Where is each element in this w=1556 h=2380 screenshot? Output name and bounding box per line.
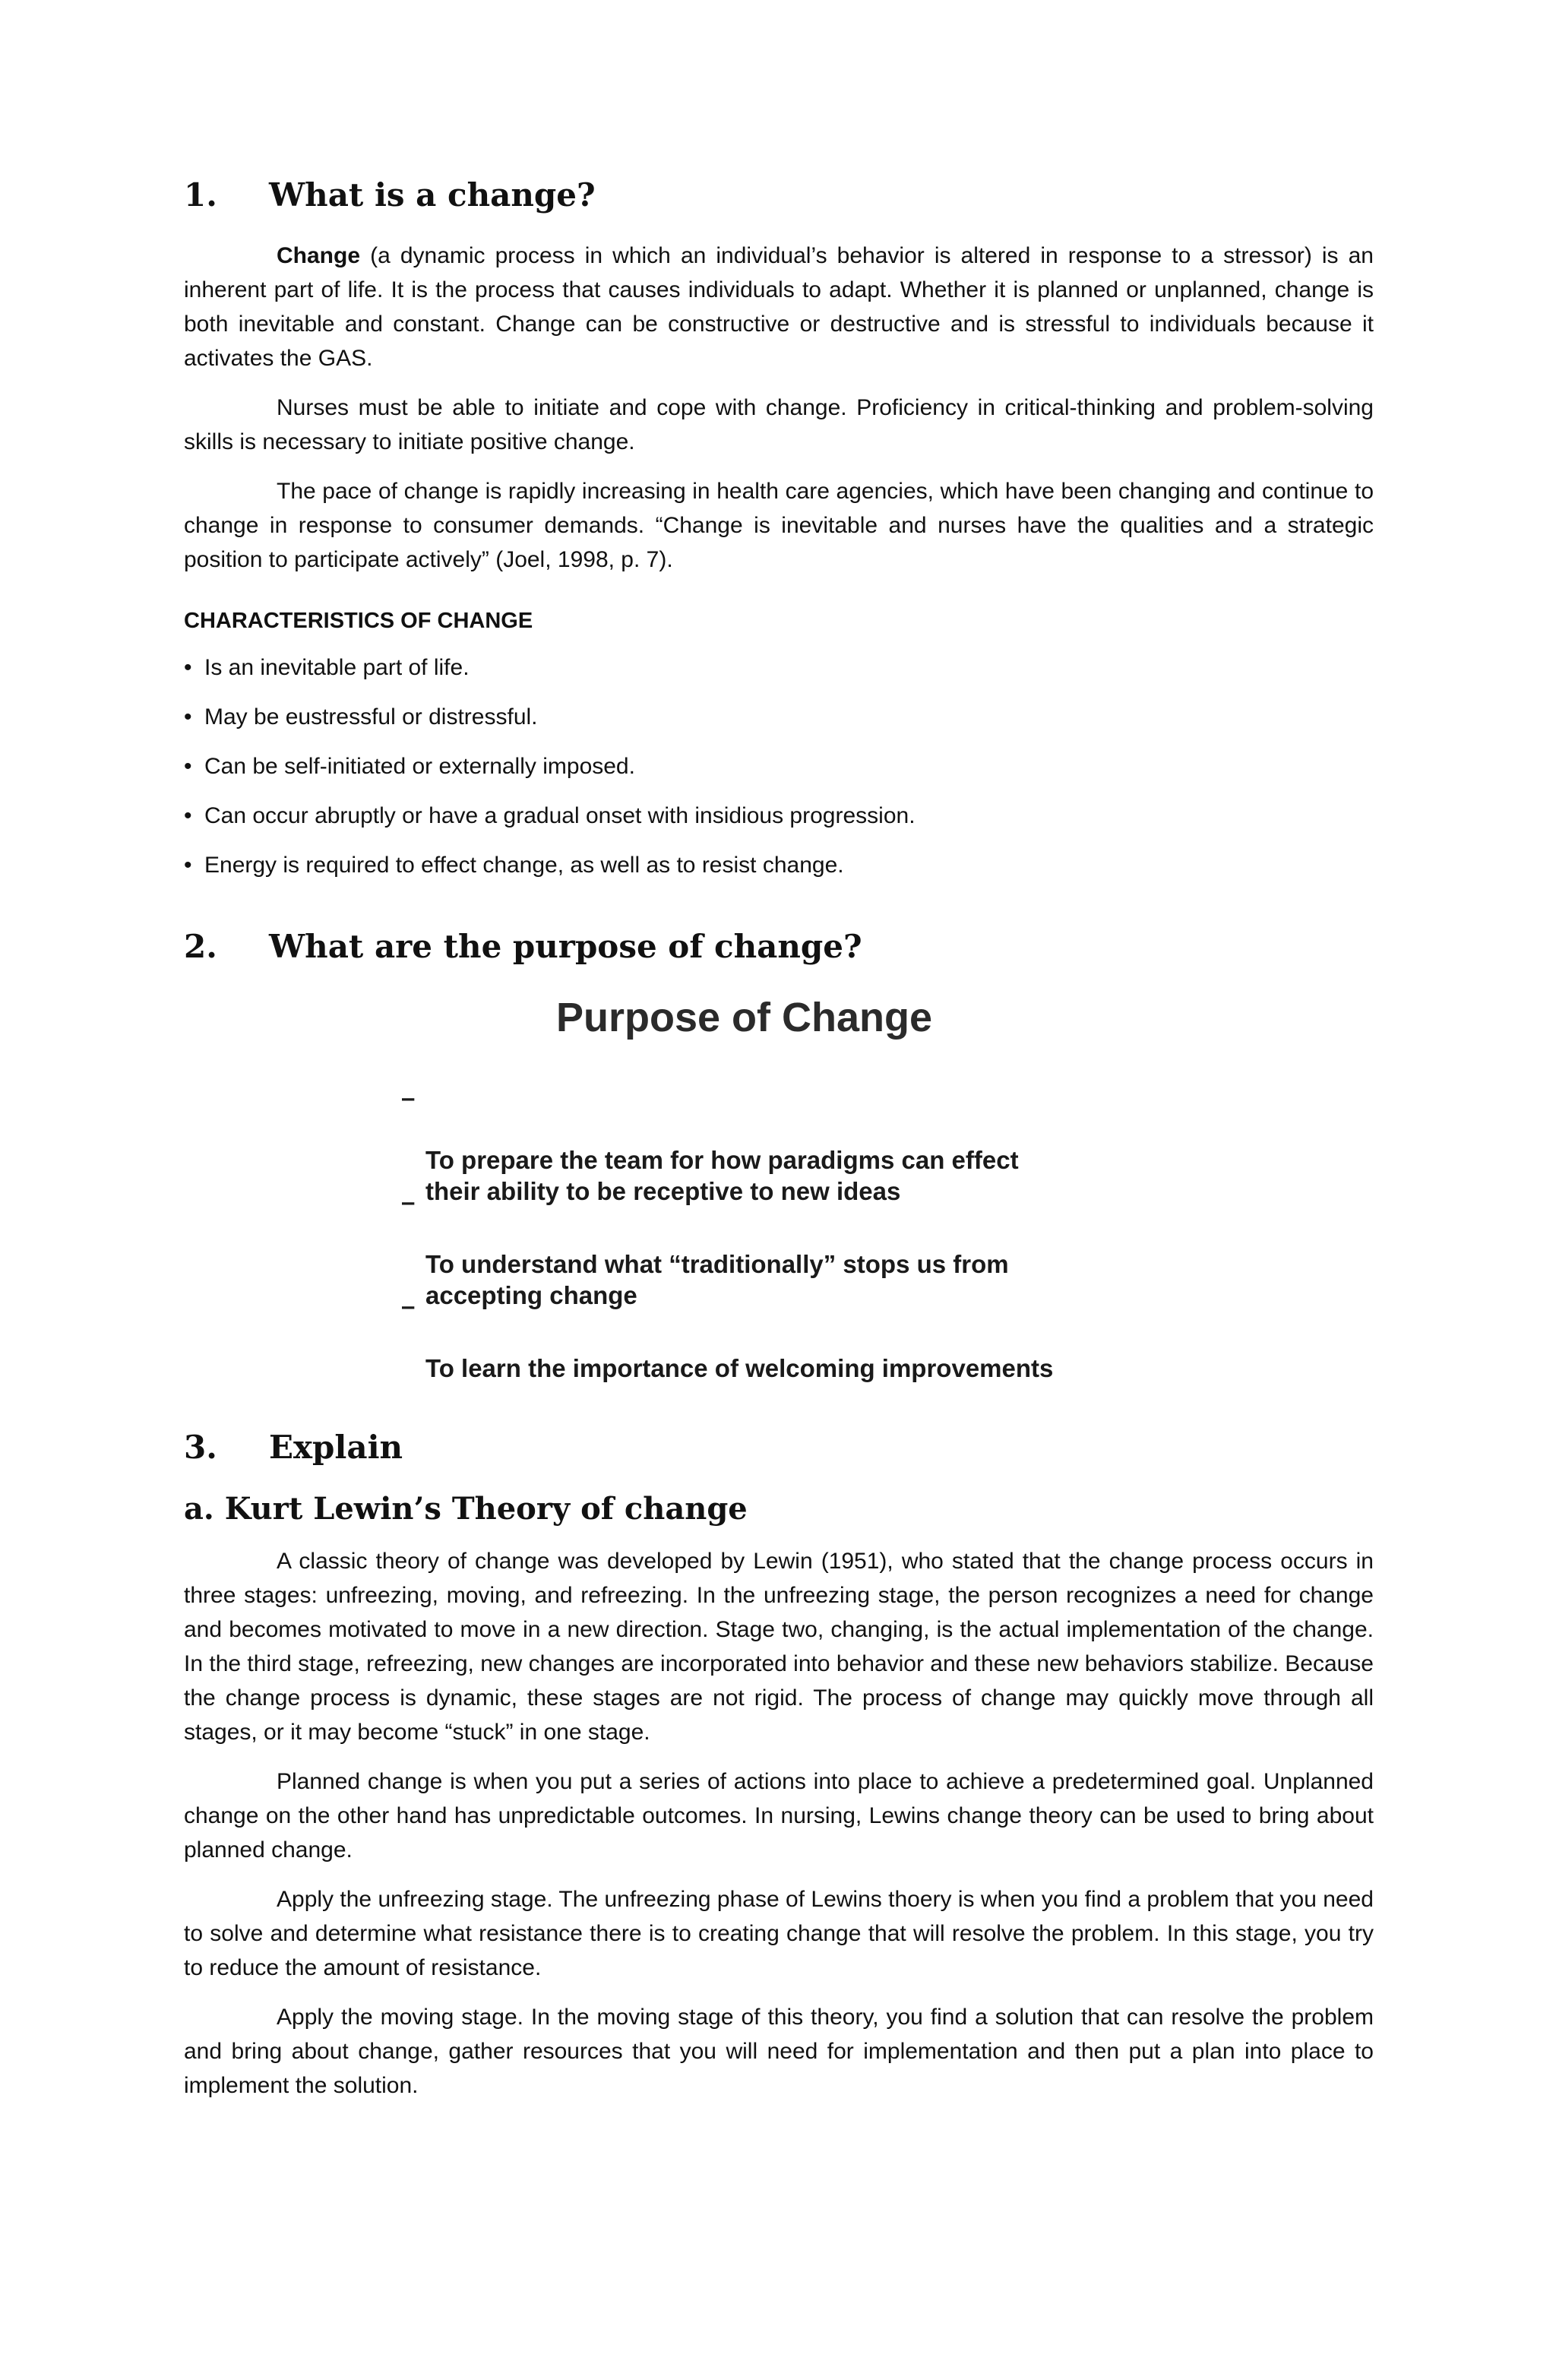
bullet-icon: •	[184, 803, 192, 829]
lewin-theory-subtitle: a. Kurt Lewin’s Theory of change	[184, 1491, 748, 1527]
nurses-change-paragraph: Nurses must be able to initiate and cope with change. Proficiency in critical-thinking and problem-solving skills is necessary to initiate positive change.	[184, 395, 1374, 455]
pace-of-change-paragraph: The pace of change is rapidly increasing in health care agencies, which have been changing and continue to change in response to consumer demands. “Change is inevitable and nurses have the qualities and a strategic position to participate actively” (Joel, 1998, p. 7).	[184, 479, 1374, 573]
change-term: Change	[277, 243, 361, 269]
section-2-heading	[184, 928, 1374, 966]
section-3-title: Explain	[269, 1428, 403, 1466]
list-item: • Is an inevitable part of life.	[184, 650, 1374, 685]
bullet-icon: •	[184, 754, 192, 780]
dash-icon: –	[401, 1291, 416, 1320]
slide-item: – To learn the importance of welcoming improvements	[401, 1291, 1054, 1382]
bullet-icon: •	[184, 655, 192, 681]
bullet-icon: •	[184, 853, 192, 878]
dash-icon: –	[401, 1083, 416, 1112]
characteristics-list	[184, 650, 1374, 882]
section-3-number: 3.	[184, 1428, 217, 1466]
list-item: • Can occur abruptly or have a gradual onset with insidious progression.	[184, 799, 1374, 833]
section-3-heading	[184, 1429, 1374, 1467]
slide-item: – To prepare the team for how paradigms can effect their ability to be receptive to new ideas	[401, 1083, 1019, 1205]
section-2-title: What are the purpose of change?	[269, 928, 862, 966]
unfreezing-paragraph: Apply the unfreezing stage. The unfreezing phase of Lewins thoery is when you find a problem that you need to solve and determine what resistance there is to creating change that will resolve the problem. In this stage, you try to reduce the amount of resistance.	[184, 1887, 1374, 1981]
bullet-icon: •	[184, 704, 192, 730]
section-2-number: 2.	[184, 928, 217, 966]
purpose-of-change-slide-image	[184, 991, 1374, 1386]
list-item: • Can be self-initiated or externally imposed.	[184, 749, 1374, 783]
section-1-title: What is a change?	[269, 176, 596, 214]
change-definition-text: (a dynamic process in which an individual’s behavior is altered in response to a stressor) is an inherent part of life. It is the process that causes individuals to adapt. Whether it is planned or unplanned, change is both inevitable and constant. Change can be constructive or destructive and is stressful to individuals because it activates the GAS.	[184, 243, 1374, 372]
change-definition-paragraph	[184, 239, 1374, 375]
slide-item: – To understand what “traditionally” stops us from accepting change	[401, 1187, 1009, 1309]
dash-icon: –	[401, 1187, 416, 1216]
planned-change-paragraph: Planned change is when you put a series of actions into place to achieve a predetermined goal. Unplanned change on the other hand has unpredictable outcomes. In nursing, Lewins change theory can be used to bring about planned change.	[184, 1769, 1374, 1863]
section-1-heading	[184, 176, 1374, 214]
moving-paragraph: Apply the moving stage. In the moving stage of this theory, you find a solution that can resolve the problem and bring about change, gather resources that you will need for implementation and then put a plan into place to implement the solution.	[184, 2005, 1374, 2099]
slide-title: Purpose of Change	[556, 994, 933, 1040]
lewin-paragraph: A classic theory of change was developed by Lewin (1951), who stated that the change process occurs in three stages: unfreezing, moving, and refreezing. In the unfreezing stage, the person recognizes a need for change and becomes motivated to move in a new direction. Stage two, changing, is the actual implementation of the change. In the third stage, refreezing, new changes are incorporated into behavior and these new behaviors stabilize. Because the change process is dynamic, these stages are not rigid. The process of change may quickly move through all stages, or it may become “stuck” in one stage.	[184, 1549, 1374, 1745]
characteristics-heading: CHARACTERISTICS OF CHANGE	[184, 609, 533, 634]
section-1-number: 1.	[184, 176, 217, 214]
document-content	[184, 176, 1374, 2118]
list-item: • Energy is required to effect change, as well as to resist change.	[184, 848, 1374, 882]
list-item: • May be eustressful or distressful.	[184, 700, 1374, 734]
